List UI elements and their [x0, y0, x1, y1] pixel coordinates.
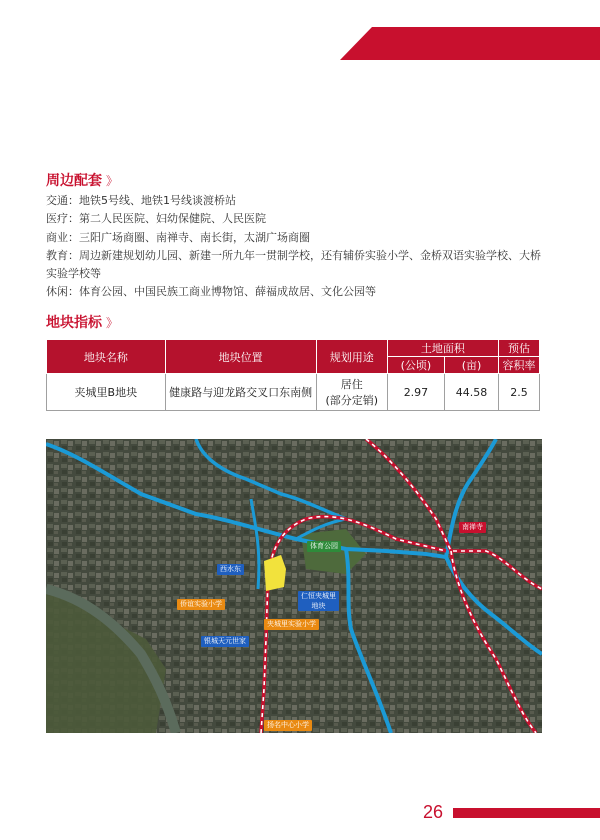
map-label-qiaoyi-school: 侨谊实验小学	[177, 599, 225, 610]
location-map	[46, 439, 542, 733]
cell-location: 健康路与迎龙路交叉口东南侧	[165, 374, 316, 411]
cell-usage-line2: (部分定销)	[325, 394, 379, 407]
header-hectare: (公顷)	[387, 357, 444, 374]
section-title-text: 地块指标	[46, 315, 102, 331]
section-title-surroundings	[46, 170, 118, 190]
page-number: 26	[423, 802, 444, 822]
info-line-commerce: 商业：三阳广场商圈、南禅寺、南长街，太湖广场商圈	[46, 230, 310, 244]
header-name: 地块名称	[47, 340, 166, 374]
map-label-site	[298, 591, 339, 611]
map-label-yangming: 扬名中心小学	[264, 720, 312, 731]
info-line-medical: 医疗：第二人民医院、妇幼保健院、人民医院	[46, 212, 266, 226]
map-site-plot	[264, 555, 286, 591]
table-row	[47, 374, 540, 411]
info-line-education: 教育：周边新建规划幼儿园、新建一所九年一贯制学校，还有辅侨实验小学、金桥双语实验学校、大桥	[46, 248, 541, 262]
cell-far: 2.5	[498, 374, 539, 411]
header-land-area: 土地面积	[387, 340, 498, 357]
map-label-yincheng: 银城天元世家	[201, 636, 249, 647]
section-title-plot	[46, 312, 118, 332]
cell-usage-line1: 居住	[340, 378, 363, 391]
section-title-text: 周边配套	[46, 173, 102, 189]
info-line-education-cont: 实验学校等	[46, 267, 101, 281]
map-drawing	[46, 439, 542, 733]
surroundings-list	[46, 192, 554, 302]
header-decoration-band	[340, 27, 600, 60]
header-far-bottom: 容积率	[498, 357, 539, 374]
footer-decoration-bar	[453, 808, 600, 818]
header-location: 地块位置	[165, 340, 316, 374]
map-label-site-line1: 仁恒夹城里	[301, 592, 336, 600]
header-far-top: 预估	[498, 340, 539, 357]
header-mu: (亩)	[445, 357, 499, 374]
map-label-site-line2: 地块	[311, 602, 326, 610]
info-line-leisure: 休闲：体育公园、中国民族工商业博物馆、薛福成故居、文化公园等	[46, 285, 376, 299]
cell-name: 夹城里B地块	[47, 374, 166, 411]
cell-hectare: 2.97	[387, 374, 444, 411]
chevron-right-icon: 》	[106, 316, 119, 330]
header-usage: 规划用途	[316, 340, 387, 374]
map-label-xishuidong: 西水东	[217, 564, 244, 575]
cell-mu: 44.58	[445, 374, 499, 411]
info-line-transport: 交通：地铁5号线、地铁1号线谈渡桥站	[46, 194, 236, 207]
plot-indicator-table	[46, 339, 540, 411]
map-label-nanchan: 南禅寺	[459, 522, 486, 533]
chevron-right-icon: 》	[106, 174, 119, 188]
map-label-sports-park: 体育公园	[307, 541, 341, 552]
cell-usage	[316, 374, 387, 411]
map-label-jiachengli-school: 夹城里实验小学	[264, 619, 319, 630]
